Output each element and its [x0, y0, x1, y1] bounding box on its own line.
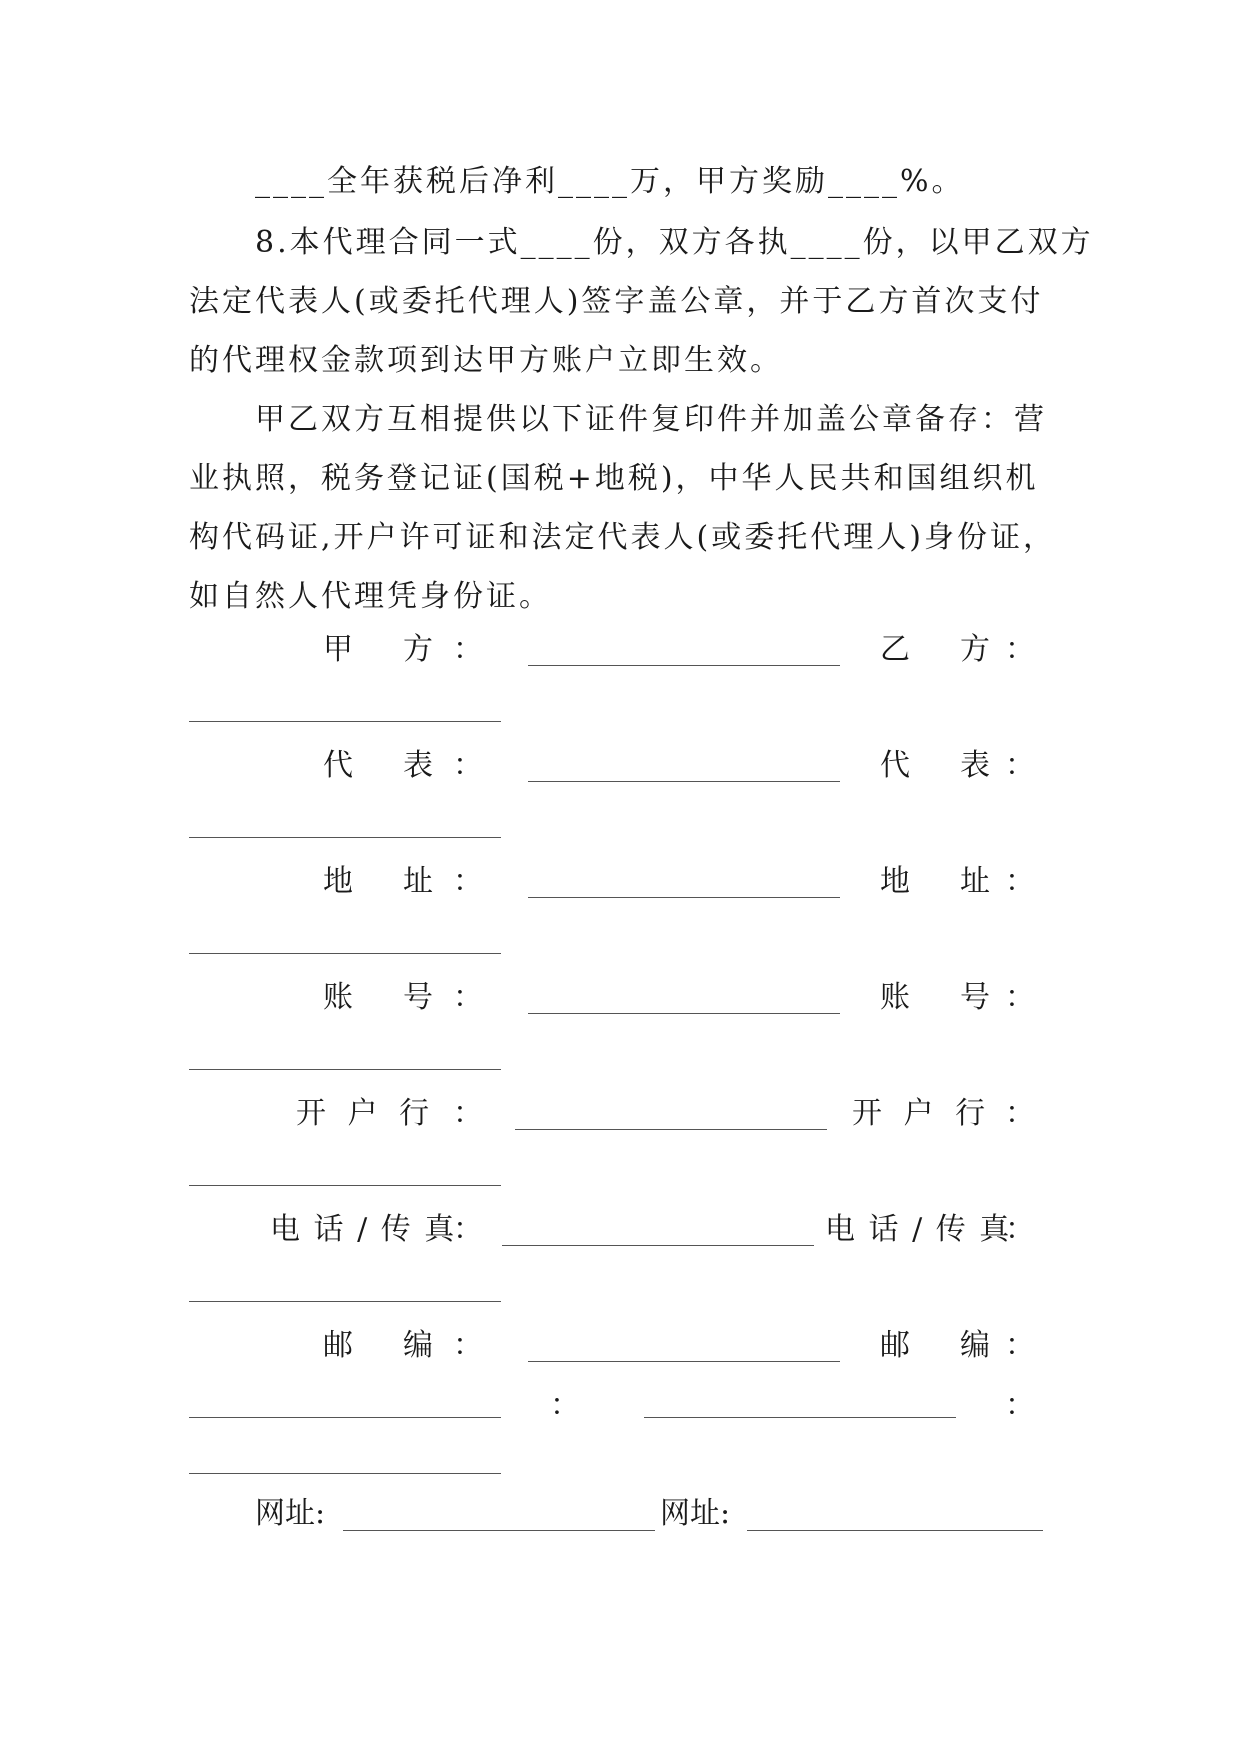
web-a-label: 网址: — [255, 1496, 326, 1531]
addr-b-label: 地 址 — [880, 864, 1000, 899]
bank-b-label: 开 户 行 — [852, 1096, 992, 1131]
paragraph-line: 业执照，税务登记证(国税+地税)，中华人民共和国组织机 — [189, 461, 1039, 496]
acct-b-label: 账 号 — [880, 980, 1000, 1015]
colon: ： — [1005, 1096, 1035, 1131]
zip-a-blank — [528, 1361, 840, 1362]
colon: ： — [453, 980, 483, 1015]
party-b-blank — [189, 721, 501, 722]
colon: ： — [453, 1212, 483, 1247]
addr-a-blank — [528, 897, 840, 898]
addr-a-label: 地 址 — [323, 864, 443, 899]
colon: ： — [1005, 748, 1035, 783]
tel-a-blank — [502, 1245, 814, 1246]
paragraph-line: 如自然人代理凭身份证。 — [189, 579, 552, 614]
rep-a-label: 代 表 — [323, 748, 443, 783]
paragraph-line: ____全年获税后净利____万，甲方奖励____%。 — [255, 164, 965, 199]
acct-b-blank — [189, 1069, 501, 1070]
colon: ： — [550, 1388, 580, 1423]
zip-b-blank — [189, 1417, 501, 1418]
web-b-label: 网址: — [660, 1496, 731, 1531]
zip-a-label: 邮 编 — [323, 1328, 443, 1363]
colon: ： — [453, 864, 483, 899]
colon: ： — [453, 748, 483, 783]
zip-b-label: 邮 编 — [880, 1328, 1000, 1363]
rep-a-blank — [528, 781, 840, 782]
colon: ： — [1005, 632, 1035, 667]
colon: ： — [1005, 1212, 1035, 1247]
acct-a-label: 账 号 — [323, 980, 443, 1015]
colon: ： — [1005, 1328, 1035, 1363]
paragraph-line: 的代理权金款项到达甲方账户立即生效。 — [189, 343, 783, 378]
colon: ： — [1005, 1388, 1035, 1423]
rep-b-label: 代 表 — [880, 748, 1000, 783]
tel-b-label: 电 话 / 传 真 — [825, 1212, 1012, 1247]
colon: ： — [1005, 864, 1035, 899]
bank-a-label: 开 户 行 — [296, 1096, 436, 1131]
acct-a-blank — [528, 1013, 840, 1014]
rep-b-blank — [189, 837, 501, 838]
colon: ： — [453, 632, 483, 667]
paragraph-line: 构代码证,开户许可证和法定代表人(或委托代理人)身份证， — [189, 520, 1056, 555]
addr-b-blank — [189, 953, 501, 954]
paragraph-line: 甲乙双方互相提供以下证件复印件并加盖公章备存：营 — [255, 402, 1047, 437]
party-a-blank — [528, 665, 840, 666]
web-b-blank — [747, 1530, 1043, 1531]
extra-a-blank — [644, 1417, 956, 1418]
paragraph-line: 法定代表人(或委托代理人)签字盖公章，并于乙方首次支付 — [189, 284, 1044, 319]
web-a-blank — [343, 1530, 655, 1531]
colon: ： — [453, 1096, 483, 1131]
colon: ： — [1005, 980, 1035, 1015]
colon: ： — [453, 1328, 483, 1363]
paragraph-line: 8.本代理合同一式____份，双方各执____份，以甲乙双方 — [255, 225, 1094, 260]
tel-b-blank — [189, 1301, 501, 1302]
party-a-label: 甲 方 — [323, 632, 443, 667]
extra-b-blank — [189, 1473, 501, 1474]
tel-a-label: 电 话 / 传 真 — [270, 1212, 457, 1247]
bank-b-blank — [189, 1185, 501, 1186]
bank-a-blank — [515, 1129, 827, 1130]
party-b-label: 乙 方 — [880, 632, 1000, 667]
